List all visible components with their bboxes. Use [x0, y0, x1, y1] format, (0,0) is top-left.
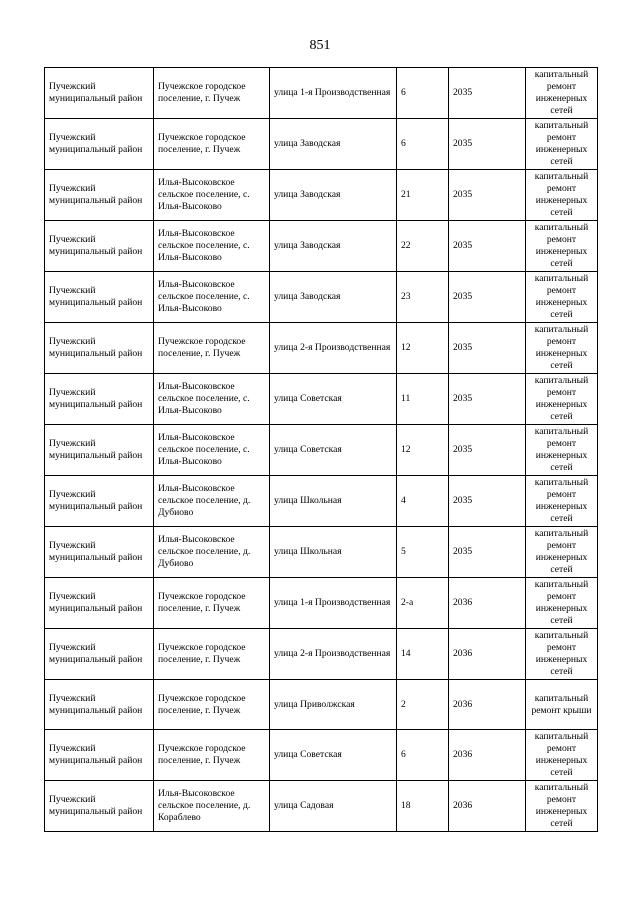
table-row — [45, 221, 598, 272]
house-number-cell: 5 — [397, 527, 449, 578]
house-number-cell: 14 — [397, 629, 449, 680]
street-cell: улица Советская — [270, 374, 397, 425]
settlement-cell: Илья-Высоковское сельское поселение, д. Дубиово — [154, 527, 270, 578]
settlement-cell: Илья-Высоковское сельское поселение, д. Дубиово — [154, 476, 270, 527]
year-cell: 2035 — [449, 221, 526, 272]
year-cell: 2035 — [449, 68, 526, 119]
settlement-cell: Илья-Высоковское сельское поселение, с. Илья-Высоково — [154, 221, 270, 272]
year-cell: 2035 — [449, 170, 526, 221]
house-number-cell: 11 — [397, 374, 449, 425]
settlement-cell: Илья-Высоковское сельское поселение, с. Илья-Высоково — [154, 272, 270, 323]
work-type-cell: капитальный ремонт инженерных сетей — [526, 68, 598, 119]
street-cell: улица Заводская — [270, 119, 397, 170]
work-type-cell: капитальный ремонт инженерных сетей — [526, 578, 598, 629]
district-cell: Пучежский муниципальный район — [45, 272, 154, 323]
table-row — [45, 476, 598, 527]
table-row — [45, 781, 598, 832]
year-cell: 2035 — [449, 272, 526, 323]
work-type-cell: капитальный ремонт инженерных сетей — [526, 781, 598, 832]
house-number-cell: 12 — [397, 323, 449, 374]
house-number-cell: 6 — [397, 119, 449, 170]
settlement-cell: Пучежское городское поселение, г. Пучеж — [154, 323, 270, 374]
house-number-cell: 6 — [397, 68, 449, 119]
house-number-cell: 2 — [397, 680, 449, 730]
street-cell: улица Заводская — [270, 272, 397, 323]
table-row — [45, 170, 598, 221]
table-row — [45, 730, 598, 781]
settlement-cell: Пучежское городское поселение, г. Пучеж — [154, 578, 270, 629]
work-type-cell: капитальный ремонт инженерных сетей — [526, 374, 598, 425]
district-cell: Пучежский муниципальный район — [45, 578, 154, 629]
settlement-cell: Пучежское городское поселение, г. Пучеж — [154, 68, 270, 119]
house-number-cell: 12 — [397, 425, 449, 476]
work-type-cell: капитальный ремонт инженерных сетей — [526, 629, 598, 680]
work-type-cell: капитальный ремонт инженерных сетей — [526, 425, 598, 476]
district-cell: Пучежский муниципальный район — [45, 170, 154, 221]
district-cell: Пучежский муниципальный район — [45, 629, 154, 680]
street-cell: улица Приволжская — [270, 680, 397, 730]
work-type-cell: капитальный ремонт инженерных сетей — [526, 119, 598, 170]
year-cell: 2036 — [449, 680, 526, 730]
district-cell: Пучежский муниципальный район — [45, 119, 154, 170]
house-number-cell: 21 — [397, 170, 449, 221]
settlement-cell: Пучежское городское поселение, г. Пучеж — [154, 680, 270, 730]
street-cell: улица 1-я Производственная — [270, 578, 397, 629]
street-cell: улица Школьная — [270, 527, 397, 578]
settlement-cell: Илья-Высоковское сельское поселение, с. Илья-Высоково — [154, 374, 270, 425]
district-cell: Пучежский муниципальный район — [45, 781, 154, 832]
settlement-cell: Илья-Высоковское сельское поселение, с. Илья-Высоково — [154, 425, 270, 476]
table-row — [45, 629, 598, 680]
year-cell: 2035 — [449, 323, 526, 374]
table-row — [45, 68, 598, 119]
house-number-cell: 6 — [397, 730, 449, 781]
street-cell: улица Садовая — [270, 781, 397, 832]
table-row — [45, 272, 598, 323]
table-row — [45, 323, 598, 374]
table-row — [45, 425, 598, 476]
page-number: 851 — [309, 38, 331, 53]
work-type-cell: капитальный ремонт инженерных сетей — [526, 527, 598, 578]
year-cell: 2035 — [449, 527, 526, 578]
street-cell: улица Советская — [270, 730, 397, 781]
district-cell: Пучежский муниципальный район — [45, 425, 154, 476]
settlement-cell: Пучежское городское поселение, г. Пучеж — [154, 730, 270, 781]
district-cell: Пучежский муниципальный район — [45, 527, 154, 578]
house-number-cell: 2-а — [397, 578, 449, 629]
district-cell: Пучежский муниципальный район — [45, 323, 154, 374]
district-cell: Пучежский муниципальный район — [45, 68, 154, 119]
year-cell: 2036 — [449, 629, 526, 680]
work-type-cell: капитальный ремонт инженерных сетей — [526, 221, 598, 272]
street-cell: улица Школьная — [270, 476, 397, 527]
table-row — [45, 119, 598, 170]
house-number-cell: 23 — [397, 272, 449, 323]
district-cell: Пучежский муниципальный район — [45, 476, 154, 527]
settlement-cell: Пучежское городское поселение, г. Пучеж — [154, 119, 270, 170]
district-cell: Пучежский муниципальный район — [45, 374, 154, 425]
settlement-cell: Пучежское городское поселение, г. Пучеж — [154, 629, 270, 680]
street-cell: улица Заводская — [270, 170, 397, 221]
district-cell: Пучежский муниципальный район — [45, 730, 154, 781]
table-body — [45, 68, 598, 832]
street-cell: улица 2-я Производственная — [270, 323, 397, 374]
house-number-cell: 22 — [397, 221, 449, 272]
work-type-cell: капитальный ремонт инженерных сетей — [526, 170, 598, 221]
house-number-cell: 18 — [397, 781, 449, 832]
year-cell: 2035 — [449, 425, 526, 476]
settlement-cell: Илья-Высоковское сельское поселение, д. Кораблево — [154, 781, 270, 832]
street-cell: улица 1-я Производственная — [270, 68, 397, 119]
district-cell: Пучежский муниципальный район — [45, 221, 154, 272]
street-cell: улица Заводская — [270, 221, 397, 272]
district-cell: Пучежский муниципальный район — [45, 680, 154, 730]
work-type-cell: капитальный ремонт инженерных сетей — [526, 476, 598, 527]
year-cell: 2035 — [449, 119, 526, 170]
table-row — [45, 578, 598, 629]
work-type-cell: капитальный ремонт инженерных сетей — [526, 323, 598, 374]
house-number-cell: 4 — [397, 476, 449, 527]
year-cell: 2035 — [449, 374, 526, 425]
table-row — [45, 527, 598, 578]
street-cell: улица Советская — [270, 425, 397, 476]
year-cell: 2036 — [449, 730, 526, 781]
table-row — [45, 680, 598, 730]
housing-repair-table — [44, 67, 598, 832]
work-type-cell: капитальный ремонт инженерных сетей — [526, 730, 598, 781]
year-cell: 2036 — [449, 578, 526, 629]
street-cell: улица 2-я Производственная — [270, 629, 397, 680]
settlement-cell: Илья-Высоковское сельское поселение, с. Илья-Высоково — [154, 170, 270, 221]
work-type-cell: капитальный ремонт крыши — [526, 680, 598, 730]
table-row — [45, 374, 598, 425]
year-cell: 2036 — [449, 781, 526, 832]
year-cell: 2035 — [449, 476, 526, 527]
work-type-cell: капитальный ремонт инженерных сетей — [526, 272, 598, 323]
